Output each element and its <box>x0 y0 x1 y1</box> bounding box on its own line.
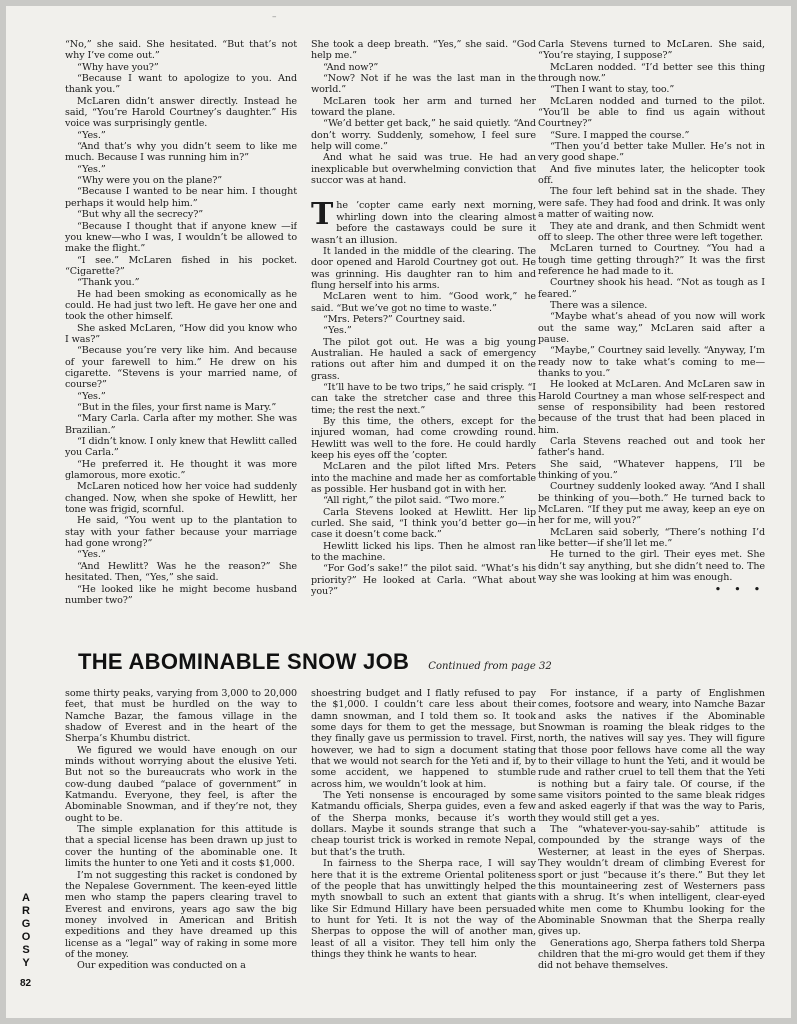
article-column-1 <box>65 688 297 1004</box>
paragraph: “Maybe,” Courtney said levelly. “Anyway, I’m ready now to take what’s coming to me—thanks to you.” <box>538 345 765 379</box>
paragraph: We figured we would have enough on our minds without worrying about the elusive Yeti. But not so the bureaucrats who work in the cow-dung daubed “palace of government” in Katmandu. Everyone, they feel, is after the Abominable Snowman, and if they’re not, they ought to be. <box>65 744 297 824</box>
paragraph: “Because you’re very like him. And because of your farewell to him.” He drew on his cigarette. “Stevens is your married name, of course?” <box>65 345 297 391</box>
paragraph: The four left behind sat in the shade. They were safe. They had food and drink. It was only a matter of waiting now. <box>538 186 765 221</box>
magazine-letter: Y <box>22 957 30 969</box>
paragraph: There was a silence. <box>550 299 648 311</box>
paragraph: “Yes.” <box>77 549 106 561</box>
paragraph: “Because I thought that if anyone knew —if you knew—who I was, I wouldn’t be allowed to make the flight.” <box>65 220 297 255</box>
paragraph: “Thank you.” <box>77 277 140 289</box>
paragraph: “He preferred it. He thought it was more glamorous, more exotic.” <box>65 458 297 482</box>
article-heading <box>78 649 768 679</box>
paragraph: “Mrs. Peters?” Courtney said. <box>323 313 466 325</box>
paragraph: McLaren took her arm and turned her toward the plane. <box>311 95 536 119</box>
paragraph: “But in the files, your first name is Mary.” <box>77 402 277 413</box>
paragraph: Generations ago, Sherpa fathers told Sherpa children that the mi-gro would get them if they did not behave themselves. <box>538 937 765 972</box>
paragraph: “Because I want to apologize to you. And thank you.” <box>65 73 297 96</box>
story-column-1 <box>65 39 297 633</box>
paragraph: “Then I want to stay, too.” <box>550 84 675 96</box>
paragraph: some thirty peaks, varying from 3,000 to 20,000 feet, that must be hurdled on the way to Namche Bazar, the famous village in the shadow of Everest and in the heart of the Sherpa’s Khumbu district. <box>65 688 297 745</box>
paragraph: “And now?” <box>323 61 379 73</box>
magazine-letter: G <box>21 918 31 930</box>
magazine-name-vertical <box>20 892 32 970</box>
paragraph: “Yes.” <box>77 163 106 175</box>
article-column-2 <box>311 688 536 1004</box>
page-number: 82 <box>20 978 32 989</box>
paragraph: The “whatever-you-say-sahib” attitude is compounded by the strange ways of the Westerner, at least in the eyes of Sherpas. They wouldn’t dream of climbing Everest for sport or just “because it’s there.” But they let this mountaineering zest of Westerners pass with a shrug. It’s when intelligent, clear-eyed white men come to Khumbu looking for the Abominable Snowman that the Sherpa really gives up. <box>538 824 765 938</box>
section-break-paragraph <box>311 197 536 246</box>
paragraph: “Then you’d better take Muller. He’s not in very good shape.” <box>538 141 765 164</box>
paragraph: “But why all the secrecy?” <box>77 209 204 221</box>
magazine-letter: O <box>21 931 31 943</box>
paragraph: He turned to the girl. Their eyes met. She didn’t say anything, but she didn’t need to. The way she was looking at him was enough. <box>538 549 765 584</box>
paragraph: “Mary Carla. Carla after my mother. She was Brazilian.” <box>65 413 297 436</box>
article-column-3 <box>538 688 765 1004</box>
paragraph: “I didn’t know. I only knew that Hewlitt called you Carla.” <box>65 436 297 459</box>
paragraph: he ’copter came early next morning, whirling down into the clearing almost before the castaways could be sure it wasn’t an illusion. <box>311 200 536 246</box>
paragraph: “Yes.” <box>77 129 106 141</box>
paragraph: I’m not suggesting this racket is condoned by the Nepalese Government. The keen-eyed little men who stamp the papers clearing travel to Everest and environs, years ago saw the big money involved in American and British expeditions and they have dreamed up this license as a “legal” way of raking in some more of the money. <box>65 869 297 960</box>
paragraph: Courtney suddenly looked away. “And I shall be thinking of you—both.” He turned back to McLaren. “If they put me away, keep an eye on her for me, will you?” <box>538 481 765 527</box>
paragraph: The simple explanation for this attitude is that a special license has been drawn up just to cover the hunting of the abominable one. It limits the hunter to one Yeti and it costs $1,000. <box>65 824 297 870</box>
paragraph: “I see.” McLaren fished in his pocket. “Cigarette?” <box>65 254 297 277</box>
paragraph: Carla Stevens looked at Hewlitt. Her lip curled. She said, “I think you’d better go—in case it doesn’t come back.” <box>311 506 536 541</box>
paragraph: She said, “Whatever happens, I’ll be thinking of you.” <box>538 458 765 482</box>
end-mark: • • • <box>714 583 765 595</box>
story-column-3 <box>538 39 765 633</box>
paragraph: McLaren and the pilot lifted Mrs. Peters into the machine and made her as comfortable as possible. Her husband got in with her. <box>311 461 536 496</box>
paragraph: He had been smoking as economically as he could. He had just two left. He gave her one and took the other himself. <box>65 288 297 323</box>
paragraph: McLaren noticed how her voice had suddenly changed. Now, when she spoke of Hewlitt, her tone was frigid, scornful. <box>65 481 297 516</box>
story-column-2 <box>311 39 536 633</box>
paragraph: McLaren went to him. “Good work,” he said. “But we’ve got no time to waste.” <box>311 291 536 314</box>
paragraph: “For God’s sake!” the pilot said. “What’s his priority?” He looked at Carla. “What about you?” <box>311 563 536 598</box>
paragraph: “Because I wanted to be near him. I thought perhaps it would help him.” <box>65 186 297 209</box>
paragraph: “Yes.” <box>77 390 106 402</box>
magazine-letter: R <box>22 905 30 917</box>
paragraph: They ate and drank, and then Schmidt went off to sleep. The other three were left together. <box>538 220 765 243</box>
continued-from-note: Continued from page 32 <box>428 661 552 672</box>
paragraph: He said, “You went up to the plantation to stay with your father because your marriage had gone wrong?” <box>65 515 297 550</box>
paragraph: The pilot got out. He was a big young Australian. He hauled a sack of emergency rations out after him and dumped it on the grass. <box>311 336 536 382</box>
paragraph: “Yes.” <box>323 325 352 337</box>
paragraph: “Sure. I mapped the course.” <box>550 129 690 141</box>
paragraph: Our expedition was conducted on a <box>77 960 246 972</box>
paragraph: She took a deep breath. “Yes,” she said. “God help me.” <box>311 39 536 62</box>
paragraph: “He looked like he might become husband number two?” <box>65 583 297 606</box>
paragraph: “Maybe what’s ahead of you now will work out the same way,” McLaren said after a pause. <box>538 311 765 345</box>
paragraph: She asked McLaren, “How did you know who I was?” <box>65 322 297 345</box>
paragraph: It landed in the middle of the clearing. The door opened and Harold Courtney got out. He was grinning. His daughter ran to him and flung herself into his arms. <box>311 245 536 291</box>
paragraph: McLaren nodded. “I’d better see this thing through now.” <box>538 61 765 85</box>
paragraph: Courtney shook his head. “Not as tough as I feared.” <box>538 277 765 300</box>
paragraph: “All right,” the pilot said. “Two more.” <box>323 495 505 507</box>
article-title: THE ABOMINABLE SNOW JOB <box>78 649 410 674</box>
paragraph: By this time, the others, except for the injured woman, had come crowding round. Hewlitt was well to the fore. He could hardly keep his eyes off the ’copter. <box>311 416 536 462</box>
paragraph: In fairness to the Sherpa race, I will say here that it is the extreme Oriental politeness of the people that has unwittingly helped the myth snowball to such an extent that giants like Sir Edmund Hillary have been persuaded to hunt for Yeti. It is not the way of the Sherpas to oppose the will of another man, least of all a visitor. They tell him only the things they think he wants to hear. <box>311 858 536 960</box>
paragraph: Hewlitt licked his lips. Then he almost ran to the machine. <box>311 540 536 564</box>
top-mark: – <box>272 12 277 22</box>
paragraph: Carla Stevens turned to McLaren. She said, “You’re staying, I suppose?” <box>538 39 765 62</box>
paragraph: The Yeti nonsense is encouraged by some Katmandu officials, Sherpa guides, even a few of the Sherpa monks, because it’s worth dollars. Maybe it sounds strange that such a cheap tourist trick is worked in remote Nepal, but that’s the truth. <box>311 790 536 858</box>
paragraph: “Why have you?” <box>77 61 159 73</box>
paragraph: McLaren didn’t answer directly. Instead he said, “You’re Harold Courtney’s daughter.” His voice was surprisingly gentle. <box>65 95 297 130</box>
paragraph: McLaren nodded and turned to the pilot. “You’ll be able to find us again without Courtney?” <box>538 95 765 130</box>
paragraph: McLaren turned to Courtney. “You had a tough time getting through?” It was the first reference he had made to it. <box>538 243 765 277</box>
paragraph: “And that’s why you didn’t seem to like me much. Because I was running him in?” <box>65 141 297 164</box>
magazine-letter: S <box>22 944 30 956</box>
paragraph: And five minutes later, the helicopter took off. <box>538 163 765 187</box>
paragraph: “And Hewlitt? Was he the reason?” She hesitated. Then, “Yes,” she said. <box>65 560 297 584</box>
paragraph: He looked at McLaren. And McLaren saw in Harold Courtney a man whose self-respect and sense of responsibility had been restored because of the trust that had been placed in him. <box>538 379 765 436</box>
paragraph: “It’ll have to be two trips,” he said crisply. “I can take the stretcher case and three this time; the rest the next.” <box>311 381 536 416</box>
paragraph: “We’d better get back,” he said quietly. “And don’t worry. Suddenly, somehow, I feel sure help will come.” <box>311 118 536 153</box>
paragraph: “Why were you on the plane?” <box>77 175 223 187</box>
paragraph: McLaren said soberly, “There’s nothing I’d like better—if she’ll let me.” <box>538 526 765 550</box>
magazine-letter: A <box>22 892 30 904</box>
paragraph: Carla Stevens reached out and took her father’s hand. <box>538 436 765 459</box>
drop-cap: T <box>311 197 334 233</box>
paragraph: “No,” she said. She hesitated. “But that’s not why I’ve come out.” <box>65 39 297 62</box>
paragraph: “Now? Not if he was the last man in the world.” <box>311 73 536 96</box>
magazine-page <box>6 6 791 1018</box>
paragraph: shoestring budget and I flatly refused to pay the $1,000. I couldn’t care less about their damn snowman, and I told them so. It took some days for them to get the message, but they finally gave us permission to travel. First, however, we had to sign a document stating that we would not search for the Yeti and if, by some accident, we happened to stumble across him, we wouldn’t look at him. <box>311 688 536 790</box>
paragraph: And what he said was true. He had an inexplicable but overwhelming conviction that succor was at hand. <box>311 152 536 187</box>
paragraph: For instance, if a party of Englishmen comes, footsore and weary, into Namche Bazar and asks the natives if the Abominable Snowman is roaming the bleak ridges to the north, the natives will say yes. They will figure that those poor fellows have come all the way to their village to hunt the Yeti, and it would be rude and rather cruel to tell them that the Yeti is nothing but a fairy tale. Of course, if the same visitors pointed to the same bleak ridges and asked eagerly if that was the way to Paris, they would still get a yes. <box>538 688 765 824</box>
